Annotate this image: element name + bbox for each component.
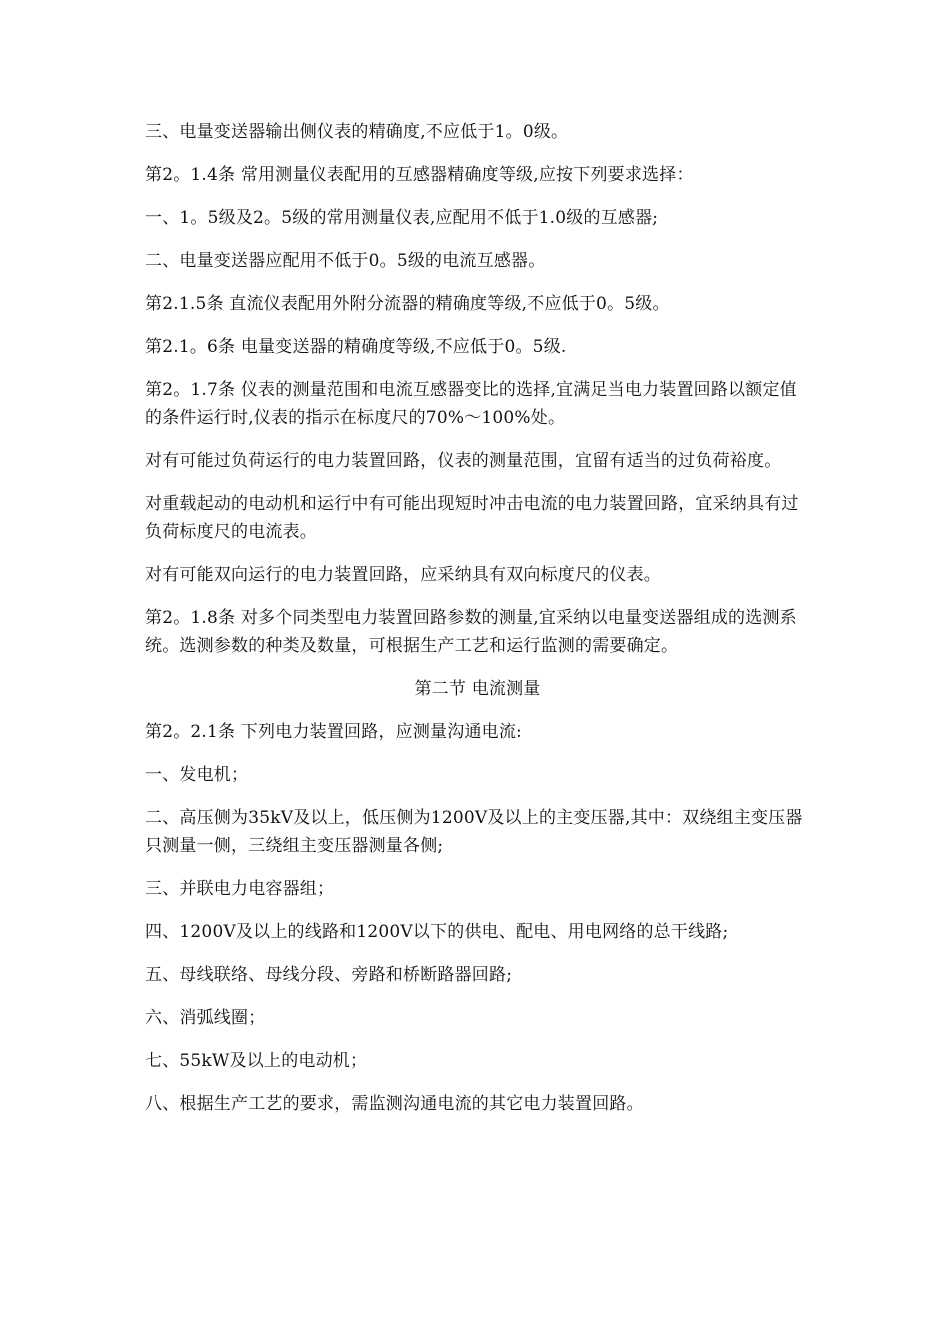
paragraph: 第2。1.8条 对多个同类型电力装置回路参数的测量,宜采纳以电量变送器组成的选测系统。选测参数的种类及数量，可根据生产工艺和运行监测的需要确定。 [145,608,797,656]
paragraph: 第2.1.5条 直流仪表配用外附分流器的精确度等级,不应低于0。5级。 [145,294,670,314]
list-item: 七、55kW及以上的电动机； [145,1051,368,1071]
list-item: 五、母线联络、母线分段、旁路和桥断路器回路; [145,965,513,985]
section-heading: 第二节 电流测量 [414,679,541,699]
list-item: 四、1200V及以上的线路和1200V以下的供电、配电、用电网络的总干线路; [145,922,729,942]
list-item: 三、并联电力电容器组； [145,879,335,899]
paragraph: 对有可能过负荷运行的电力装置回路，仪表的测量范围，宜留有适当的过负荷裕度。 [145,451,782,471]
document-body [145,118,810,1133]
paragraph: 对重载起动的电动机和运行中有可能出现短时冲击电流的电力装置回路，宜采纳具有过负荷标度尺的电流表。 [145,494,799,542]
paragraph: 第2。1.7条 仪表的测量范围和电流互感器变比的选择,宜满足当电力装置回路以额定值的条件运行时,仪表的指示在标度尺的70%～100%处。 [145,380,797,428]
list-item: 一、发电机； [145,765,249,785]
list-item: 六、消弧线圈； [145,1008,266,1028]
paragraph: 对有可能双向运行的电力装置回路，应采纳具有双向标度尺的仪表。 [145,565,661,585]
list-item: 八、根据生产工艺的要求，需监测沟通电流的其它电力装置回路。 [145,1094,644,1114]
paragraph: 三、电量变送器输出侧仪表的精确度,不应低于1。0级。 [145,122,569,142]
paragraph: 二、电量变送器应配用不低于0。5级的电流互感器。 [145,251,546,271]
paragraph: 一、1。5级及2。5级的常用测量仪表,应配用不低于1.0级的互感器; [145,208,659,228]
paragraph: 第2。1.4条 常用测量仪表配用的互感器精确度等级,应按下列要求选择： [145,165,694,185]
list-item: 二、高压侧为35kV及以上，低压侧为1200V及以上的主变压器,其中：双绕组主变压器只测量一侧，三绕组主变压器测量各侧; [145,808,803,856]
paragraph: 第2。2.1条 下列电力装置回路，应测量沟通电流: [145,722,522,742]
paragraph: 第2.1。6条 电量变送器的精确度等级,不应低于0。5级. [145,337,567,357]
